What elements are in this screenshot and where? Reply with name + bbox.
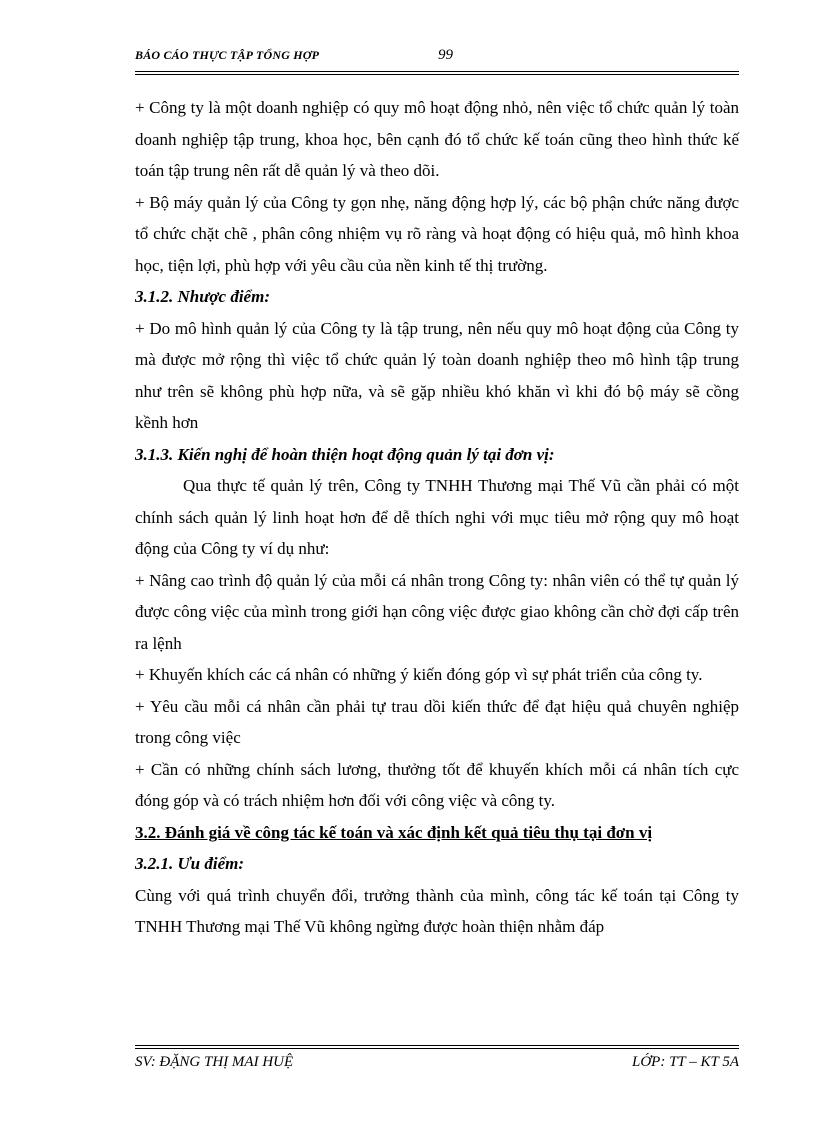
- paragraph-advantage-2: + Bộ máy quản lý của Công ty gọn nhẹ, năng động hợp lý, các bộ phận chức năng được tổ chức chặt chẽ , phân công nhiệm vụ rõ ràng và hoạt động có hiệu quả, mô hình khoa học, tiện lợi, phù hợp với yêu cầu của nền kinh tế thị trường.: [135, 192, 739, 275]
- paragraph-recommendation-1: + Nâng cao trình độ quản lý của mỗi cá nhân trong Công ty: nhân viên có thể tự quản lý được công việc của mình trong giới hạn công việc được giao không cần chờ đợi cấp trên ra lệnh: [135, 570, 739, 653]
- heading-recommendations: 3.1.3. Kiến nghị để hoàn thiện hoạt động quản lý tại đơn vị:: [135, 444, 555, 464]
- page-number: 99: [438, 47, 453, 63]
- header-rule-bottom: [135, 74, 739, 75]
- page-footer: [135, 1054, 739, 1080]
- paragraph-recommendation-intro: Qua thực tế quản lý trên, Công ty TNHH Thương mại Thế Vũ cần phải có một chính sách quản lý linh hoạt hơn để dễ thích nghi với mục tiêu mở rộng quy mô hoạt động của Công ty ví dụ như:: [135, 476, 739, 558]
- document-body: [135, 92, 739, 943]
- paragraph-advantage-1: + Công ty là một doanh nghiệp có quy mô hoạt động nhỏ, nên việc tổ chức quản lý toàn doanh nghiệp tập trung, khoa học, bên cạnh đó tổ chức kế toán cũng theo hình thức kế toán tập trung nên rất dễ quản lý và theo dõi.: [135, 98, 739, 180]
- student-name: SV: ĐẶNG THỊ MAI HUỆ: [135, 1054, 294, 1070]
- class-label: LỚP: TT – KT 5A: [632, 1054, 739, 1070]
- heading-accounting-evaluation: 3.2. Đánh giá về công tác kế toán và xác định kết quả tiêu thụ tại đơn vị: [135, 822, 653, 842]
- header-rule-top: [135, 71, 739, 72]
- paragraph-strengths: Cùng với quá trình chuyển đổi, trưởng thành của mình, công tác kế toán tại Công ty TNHH Thương mại Thế Vũ không ngừng được hoàn thiện nhằm đáp: [135, 885, 739, 936]
- paragraph-disadvantage: + Do mô hình quản lý của Công ty là tập trung, nên nếu quy mô hoạt động của Công ty mà được mở rộng thì việc tổ chức quản lý toàn doanh nghiệp theo mô hình tập trung như trên sẽ không phù hợp nữa, và sẽ gặp nhiều khó khăn vì khi đó bộ máy sẽ cồng kềnh hơn: [135, 318, 739, 432]
- paragraph-recommendation-3: + Yêu cầu mỗi cá nhân cần phải tự trau dồi kiến thức để đạt hiệu quả chuyên nghiệp trong công việc: [135, 696, 739, 747]
- footer-rule-top: [135, 1045, 739, 1046]
- footer-rule-bottom: [135, 1048, 739, 1049]
- heading-disadvantages: 3.1.2. Nhược điểm:: [135, 287, 270, 306]
- report-title: BÁO CÁO THỰC TẬP TỔNG HỢP: [135, 48, 320, 62]
- paragraph-recommendation-4: + Cần có những chính sách lương, thưởng tốt để khuyến khích mỗi cá nhân tích cực đóng góp và có trách nhiệm hơn đối với công việc và công ty.: [135, 759, 739, 810]
- paragraph-recommendation-2: + Khuyến khích các cá nhân có những ý kiến đóng góp vì sự phát triển của công ty.: [135, 665, 703, 684]
- page-header: [135, 46, 739, 70]
- heading-strengths: 3.2.1. Ưu điểm:: [135, 854, 245, 873]
